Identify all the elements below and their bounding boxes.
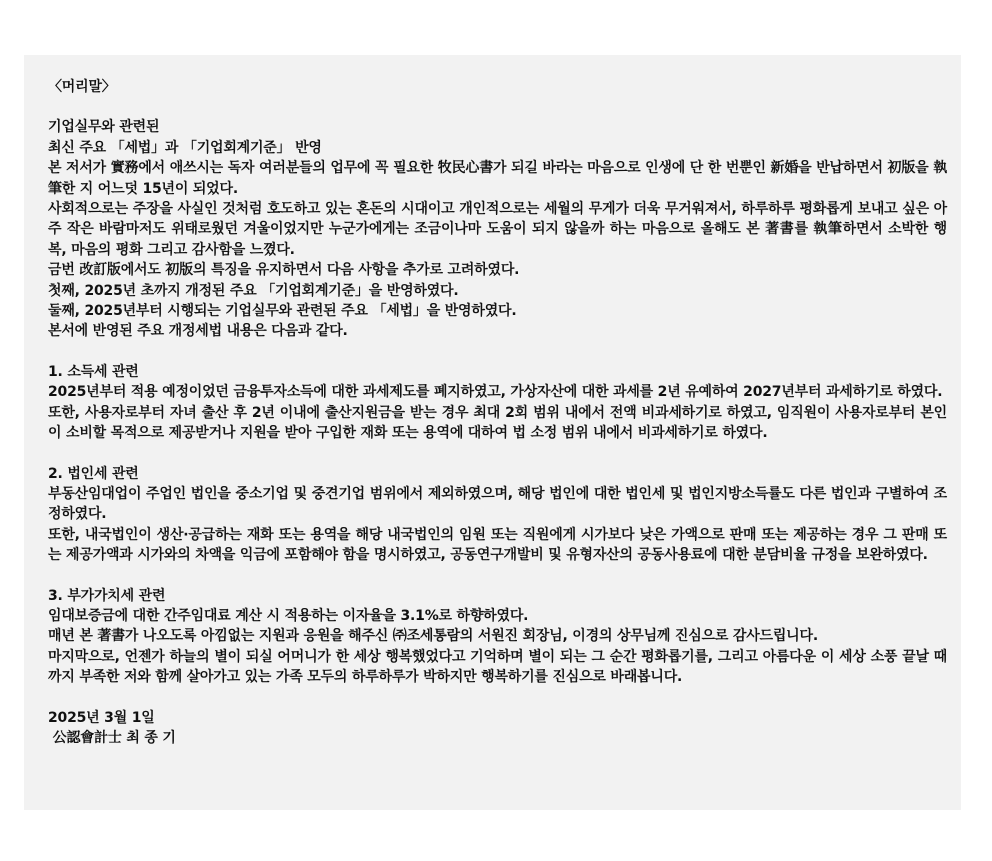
spacer bbox=[48, 688, 947, 708]
section-paragraph: 부동산임대업이 주업인 법인을 중소기업 및 중견기업 범위에서 제외하였으며, 해당 법인에 대한 법인세 및 법인지방소득률도 다른 법인과 구별하여 조정하였다. bbox=[48, 485, 947, 523]
section-heading-vat: 3. 부가가치세 관련 bbox=[48, 587, 166, 604]
subtitle-line-1: 기업실무와 관련된 bbox=[48, 119, 160, 136]
closing-paragraph: 매년 본 著書가 나오도록 아낌없는 지원과 응원을 해주신 ㈜조세통람의 서원진 회장님, 이경의 상무님께 진심으로 감사드립니다. bbox=[48, 628, 818, 645]
preface-heading: 〈머리말〉 bbox=[48, 79, 116, 95]
section-heading-income-tax: 1. 소득세 관련 bbox=[48, 363, 139, 380]
section-heading-corporate-tax: 2. 법인세 관련 bbox=[48, 465, 139, 482]
intro-paragraph: 금번 改訂版에서도 初版의 특징을 유지하면서 다음 사항을 추가로 고려하였다. bbox=[48, 262, 520, 279]
spacer bbox=[48, 97, 947, 117]
date-line: 2025년 3월 1일 bbox=[48, 709, 155, 726]
section-paragraph: 2025년부터 적용 예정이었던 금융투자소득에 대한 과세제도를 폐지하였고, 가상자산에 대한 과세를 2년 유예하여 2027년부터 과세하기로 하였다. bbox=[48, 384, 943, 401]
section-paragraph: 또한, 내국법인이 생산·공급하는 재화 또는 용역을 해당 내국법인의 임원 또는 직원에게 시가보다 낮은 가액으로 판매 또는 제공하는 경우 그 판매 또는 제공가액과 시가와의 차액을 익금에 포함해야 함을 명시하였고, 공동연구개발비 및 유형자산의 공동사용료에 대한 분담비율 규정을 보완하였다. bbox=[48, 526, 947, 564]
intro-paragraph: 본서에 반영된 주요 개정세법 내용은 다음과 같다. bbox=[48, 323, 348, 340]
subtitle-line-2: 최신 주요 「세법」과 「기업회계기준」 반영 bbox=[48, 139, 322, 156]
section-paragraph: 또한, 사용자로부터 자녀 출산 후 2년 이내에 출산지원금을 받는 경우 최대 2회 범위 내에서 전액 비과세하기로 하였고, 임직원이 사용자로부터 본인이 소비할 목적으로 제공받거나 지원을 받아 구입한 재화 또는 용역에 대하여 법 소정 범위 내에서 비과세하기로 하였다. bbox=[48, 404, 947, 442]
spacer bbox=[48, 566, 947, 586]
intro-paragraph: 둘째, 2025년부터 시행되는 기업실무와 관련된 주요 「세법」을 반영하였다. bbox=[48, 303, 517, 320]
spacer bbox=[48, 342, 947, 362]
intro-paragraph: 사회적으로는 주장을 사실인 것처럼 호도하고 있는 혼돈의 시대이고 개인적으로는 세월의 무게가 더욱 무거워져서, 하루하루 평화롭게 보내고 싶은 아주 작은 바람마저도 위태로웠던 겨울이었지만 누군가에게는 조금이나마 도움이 되지 않을까 하는 마음으로 올해도 본 著書를 執筆하면서 소박한 행복, 마음의 평화 그리고 감사함을 느꼈다. bbox=[48, 201, 947, 258]
closing-paragraph: 마지막으로, 언젠가 하늘의 별이 되실 어머니가 한 세상 행복했었다고 기억하며 별이 되는 그 순간 평화롭기를, 그리고 아름다운 이 세상 소풍 끝날 때까지 부족한 저와 함께 살아가고 있는 가족 모두의 하루하루가 박하지만 행복하기를 진심으로 바래봅니다. bbox=[48, 648, 947, 686]
section-paragraph: 임대보증금에 대한 간주임대료 계산 시 적용하는 이자율을 3.1%로 하향하였다. bbox=[48, 607, 529, 624]
intro-paragraph: 첫째, 2025년 초까지 개정된 주요 「기업회계기준」을 반영하였다. bbox=[48, 282, 459, 299]
spacer bbox=[48, 444, 947, 464]
preface-page bbox=[24, 55, 961, 810]
intro-paragraph: 본 저서가 實務에서 애쓰시는 독자 여러분들의 업무에 꼭 필요한 牧民心書가 되길 바라는 마음으로 인생에 단 한 번뿐인 新婚을 반납하면서 初版을 執筆한 지 어느덧 15년이 되었다. bbox=[48, 160, 947, 197]
signature-line: 公認會計士 최 종 기 bbox=[48, 729, 176, 746]
